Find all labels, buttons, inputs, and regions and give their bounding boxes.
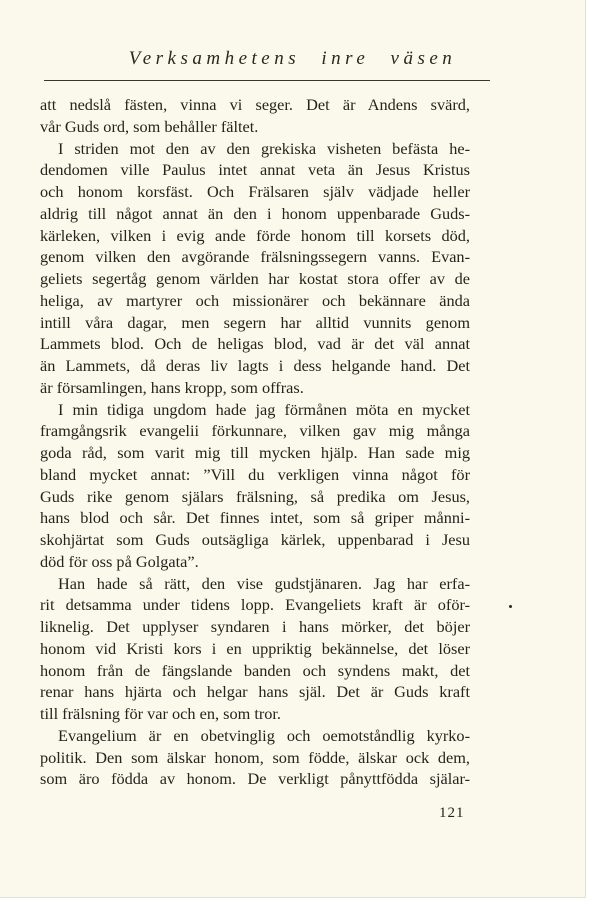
text-line: heliga, av martyrer och missionärer och bekännare ända [40,290,470,310]
text-line: som äro födda av honom. De verkligt pånyttfödda själar- [40,769,470,789]
text-line: skohjärtat som Guds outsägliga kärlek, uppenbarad i Jesu [40,530,470,549]
text-line: honom från de fängslande banden och syndens makt, det [40,660,470,680]
text-line: genom vilken den avgörande frälsningssegern vanns. Evan- [40,247,470,267]
text-line: intill våra dagar, men segern har alltid vunnits genom [40,312,470,332]
text-line: Guds rike genom själars frälsning, så predika om Jesus, [40,486,470,506]
text-line: kärleken, vilken i evig ande förde honom till korsets död, [40,225,470,245]
ink-speck [509,605,512,608]
text-line: Lammets blod. Och de heligas blod, vad är det väl annat [40,334,470,354]
text-line: goda råd, som varit mig till mycken hjälp. Han sade mig [40,443,470,462]
body-text [40,94,470,790]
text-line: honom vid Kristi kors i en uppriktig bekännelse, det löser [40,638,470,658]
header-rule [44,80,490,81]
text-line: I striden mot den av den grekiska visheten befästa he- [58,138,470,158]
text-line: renar hans hjärta och helgar hans själ. Det är Guds kraft [40,682,470,702]
text-line: är församlingen, hans kropp, som offras. [40,377,304,397]
text-line: än Lammets, då deras liv lagts i dess helgande hand. Det [40,356,470,375]
text-line: död för oss på Golgata”. [40,551,199,571]
text-line: hans blod och sår. Det finnes intet, som så griper månni- [40,508,470,528]
text-line: rit detsamma under tidens lopp. Evangeliets kraft är oför- [40,595,470,615]
text-line: till frälsning för var och en, som tror. [40,704,281,723]
text-line: Han hade så rätt, den vise gudstjänaren. Jag har erfa- [58,573,470,593]
text-line: aldrig till något annat än den i honom uppenbarade Guds- [40,203,470,223]
text-line: dendomen ville Paulus intet annat veta än Jesus Kristus [40,160,470,180]
text-line: framgångsrik evangelii förkunnare, vilken gav mig många [40,421,470,441]
text-line: I min tidiga ungdom hade jag förmånen möta en mycket [58,399,470,419]
text-line: politik. Den som älskar honom, som födde, älskar ock dem, [40,747,470,767]
page-number: 121 [439,805,465,821]
text-line: geliets segertåg genom världen har kostat stora offer av de [40,269,470,288]
text-line: vår Guds ord, som behåller fältet. [40,116,259,136]
text-line: och honom korsfäst. Och Frälsaren själv vädjade heller [40,182,470,201]
text-line: Evangelium är en obetvinglig och oemotståndlig kyrko- [58,725,470,745]
text-line: att nedslå fästen, vinna vi seger. Det är Andens svärd, [40,95,470,114]
running-title: Verksamhetens inre väsen [128,48,457,69]
text-line: liknelig. Det upplyser syndaren i hans mörker, det böjer [40,617,470,636]
text-line: bland mycket annat: ”Vill du verkligen vinna något för [40,464,470,484]
